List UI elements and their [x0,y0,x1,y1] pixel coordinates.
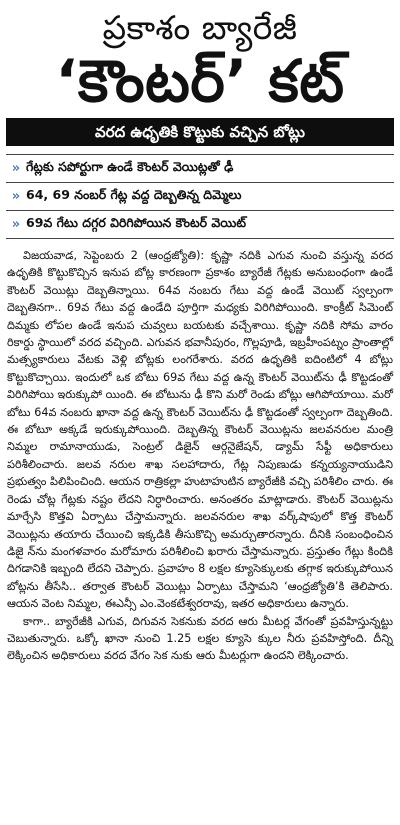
article-body [7,247,393,665]
bullet-item [6,154,394,183]
article-subhead-bar [6,118,394,146]
double-chevron-right-icon: » [11,217,21,232]
double-chevron-right-icon: » [11,161,21,176]
bullet-text: గేట్లకు సపోర్టుగా ఉండే కౌంటర్ వెయిట్లతో ఢీ [26,159,234,174]
article-paragraph: కాగా.. బ్యారేజీకి ఎగువ, దిగువన సెకనుకు వరద ఆరు మీటర్ల వేగంతో ప్రవహిస్తున్నట్టు చెబుతున్నారు. ఒక్కో ఖానా నుంచి 1.25 లక్షల క్యూసె క్కుల నీరు ప్రవహిస్తోంది. దీన్ని లెక్కించిన అధికారులు వరద వేగం సెక నుకు ఆరు మీటర్లుగా ఉందని లెక్కించారు. [7,614,393,663]
bullet-item [6,183,394,211]
article-headline: ‘కౌంటర్’ కట్ [55,47,345,115]
article-subhead: వరద ఉధృతికి కొట్టుకు వచ్చిన బోట్లు [95,123,305,141]
article-paragraph: విజయవాడ, సెప్టెంబరు 2 (ఆంధ్రజ్యోతి): కృష్ణా నదికి ఎగువ నుంచి వస్తున్న వరద ఉధృతికి కొట్టుకొచ్చిన ఇనుప బోట్ల కారణంగా ప్రకాశం బ్యారేజీ గేట్లకు అనుబంధంగా ఉండే కౌంటర్ వెయిట్లు దెబ్బతిన్నాయి. 64వ నంబరు గేటు వద్ద ఉండే వెయిట్ స్వల్పంగా దెబ్బతినగా.. 69వ గేటు వద్ద ఉండేది పూర్తిగా మధ్యకు విరిగిపోయింది. కాంక్రీట్ సిమెంట్ దిమ్మకు లోపల ఉండే ఇనుప చువ్వలు బయటకు వచ్చేశాయి. కృష్ణా నదికి సోమ వారం రికార్డు స్థాయిలో వరద వచ్చింది. ఎగువన భవానీపురం, గొల్లపూడి, ఇబ్రహీంపట్నం ప్రాంతాల్లో మత్స్యకారులు వేటకు వెళ్లి బోట్లకు లంగరేశారు. వరద ఉధృతికి ఐదింటిలో 4 బోట్లు కొట్టుకొచ్చాయి. ఇందులో ఒక బోటు 69వ గేటు వద్ద ఉన్న కౌంటర్ వెయిట్‌ను ఢీ కొట్టడంతో విరిగిపోయి ఇరుక్కుపో యింది. ఈ బోటును ఢీ కొని మరో రెండు బోట్లు ఆగిపోయాయి. మరో బోటు 64వ నంబరు ఖానా వద్ద ఉన్న కౌంటర్ వెయిట్‌ను ఢీ కొట్టడంతో స్వల్పంగా దెబ్బతింది. ఈ బోటూ అక్కడే ఇరుక్కుపోయింది. దెబ్బతిన్న కౌంటర్ వెయిట్లను జలవనరుల మంత్రి నిమ్మల రామానాయుడు, సెంట్రల్ డిజైన్ ఆర్గనైజేషన్, డ్యామ్ సేఫ్టీ అధికారులు పరిశీలించారు. జలవ నరుల శాఖ సలహాదారు, గేట్ల నిపుణుడు కన్నయ్యనాయుడిని ప్రభుత్వం పిలిపించింది. ఆయన రాత్రికల్లా హుటాహుటిన బ్యారేజీకి వచ్చి పరిశీలిం చారు. ఈ రెండు చోట్ల గేట్లకు నష్టం లేదని నిర్ధారించారు. అనంతరం మాట్లాడారు. కౌంటర్ వెయిట్లను మార్చేసి కొత్తవి ఏర్పాటు చేస్తామన్నారు. జలవనరుల శాఖ వర్క్‌షాపులో కొత్త కౌంటర్ వెయిట్లను తయారు చేయించి ఇక్కడికి తీసుకొచ్చి అమర్చుతారన్నారు. దీనికి సంబంధించిన డిజై న్‌ను మంగళవారం మరోమారు పరిశీలించి ఖరారు చేస్తామన్నారు. ప్రస్తుతం గేట్లు కిందికి దిగడానికి ఇబ్బంది లేదని చెప్పారు. ప్రవాహం 8 లక్షల క్యూసెక్కులకు తగ్గాక ఇరుక్కుపోయిన బోట్లను తీసేసి.. తర్వాత కౌంటర్ వెయిట్లు ఏర్పాటు చేస్తామని ‘ఆంధ్రజ్యోతి’కి తెలిపారు. ఆయన వెంట నిమ్మల, ఈఎన్సీ ఎం.వెంకటేశ్వరరావు, ఇతర అధికారులు ఉన్నారు. [7,249,393,611]
bullet-text: 69వ గేటు దగ్గర విరిగిపోయిన కౌంటర్ వెయిట్ [26,215,247,230]
bullet-text: 64, 69 నంబర్ గేట్ల వద్ద దెబ్బతిన్న దిమ్మెలు [26,187,242,202]
article-kicker: ప్రకాశం బ్యారేజీ [102,8,298,47]
bullet-item [6,211,394,239]
double-chevron-right-icon: » [11,189,21,204]
bullet-list [6,154,394,239]
